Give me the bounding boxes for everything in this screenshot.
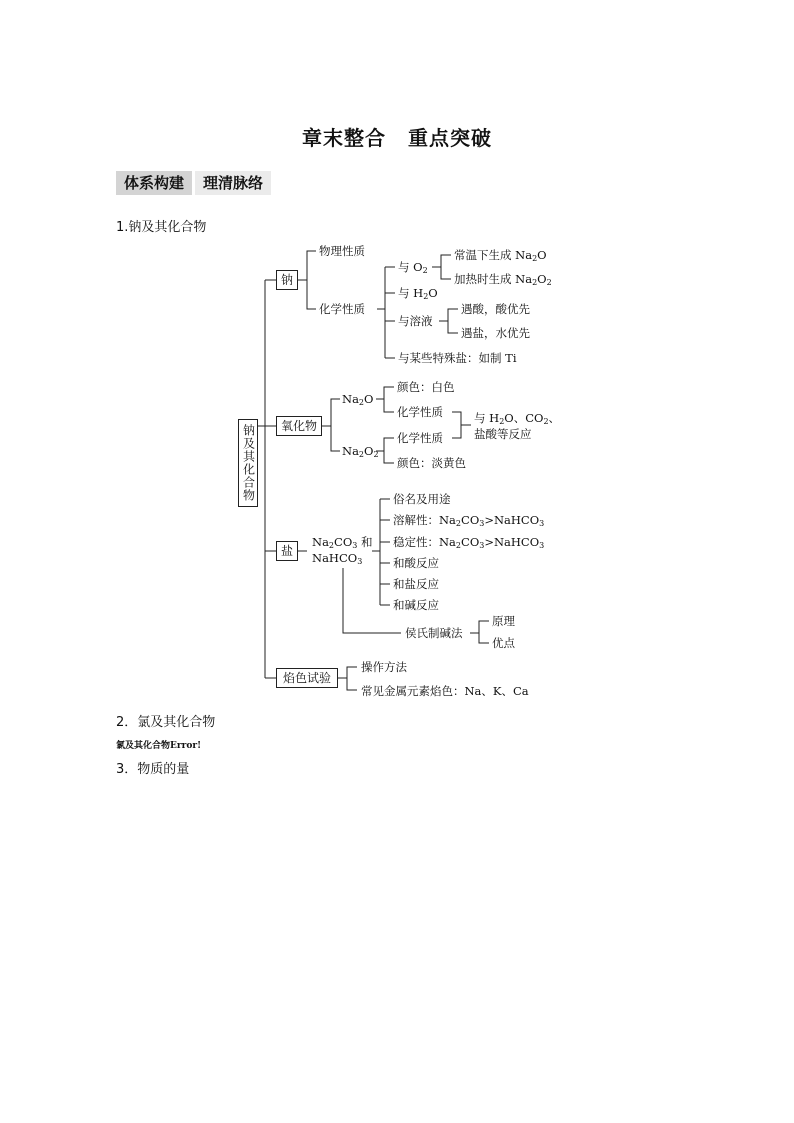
acid-first: 遇酸，酸优先: [461, 302, 530, 316]
salt-box: 盐: [276, 541, 298, 561]
section-3-heading: 3．物质的量: [116, 762, 190, 777]
flame-common: 常见金属元素焰色：Na、K、Ca: [361, 684, 529, 698]
normal-temp: 常温下生成 $Na_2O$: [454, 248, 547, 263]
with-o2: 与 $O_2$: [398, 260, 428, 275]
flame-box: 焰色试验: [276, 668, 338, 688]
react-line2: 盐酸等反应: [474, 427, 532, 441]
special-salt: 与某些特殊盐：如制 Ti: [398, 351, 517, 365]
oxide-chem-2: 化学性质: [397, 431, 443, 445]
page-title: 章末整合 重点突破: [302, 126, 492, 150]
with-base: 和碱反应: [393, 598, 439, 612]
section-2-heading: 2．氯及其化合物: [116, 715, 216, 730]
oxide-box: 氧化物: [276, 416, 322, 436]
chemical-properties: 化学性质: [319, 302, 365, 316]
banner-part1: 体系构建: [116, 171, 192, 195]
with-acid: 和酸反应: [393, 556, 439, 570]
solubility: 溶解性：$Na_2CO_3>NaHCO_3$: [393, 513, 545, 528]
section-2-note: 氯及其化合物Error!: [116, 741, 202, 751]
physical-properties: 物理性质: [319, 244, 365, 258]
compound-1: $Na_2CO_3$ 和: [312, 535, 373, 550]
with-salt: 和盐反应: [393, 577, 439, 591]
react-with: 与 $H_2O$、$CO_2$、: [474, 411, 561, 426]
na2o2: $Na_2O_2$: [342, 444, 379, 459]
principle: 原理: [492, 614, 515, 628]
na2o: $Na_2O$: [342, 392, 374, 407]
salt-water-first: 遇盐，水优先: [461, 326, 530, 340]
with-solution: 与溶液: [398, 314, 433, 328]
sodium-box: 钠: [276, 270, 298, 290]
names-uses: 俗名及用途: [393, 492, 451, 506]
section-1-heading: 1.钠及其化合物: [116, 220, 207, 235]
compound-2: NaHCO$_3$: [312, 551, 363, 566]
flame-method: 操作方法: [361, 660, 407, 674]
color-white: 颜色：白色: [397, 380, 455, 394]
with-h2o: 与 $H_2O$: [398, 286, 438, 301]
oxide-chem-1: 化学性质: [397, 405, 443, 419]
banner-part2: 理清脉络: [192, 171, 271, 195]
stability: 稳定性：$Na_2CO_3>NaHCO_3$: [393, 535, 545, 550]
advantage: 优点: [492, 636, 515, 650]
hou-method: 侯氏制碱法: [405, 626, 463, 640]
root-box: 钠及其化合物: [238, 419, 258, 507]
heated: 加热时生成 $Na_2O_2$: [454, 272, 552, 287]
color-yellow: 颜色：淡黄色: [397, 456, 466, 470]
